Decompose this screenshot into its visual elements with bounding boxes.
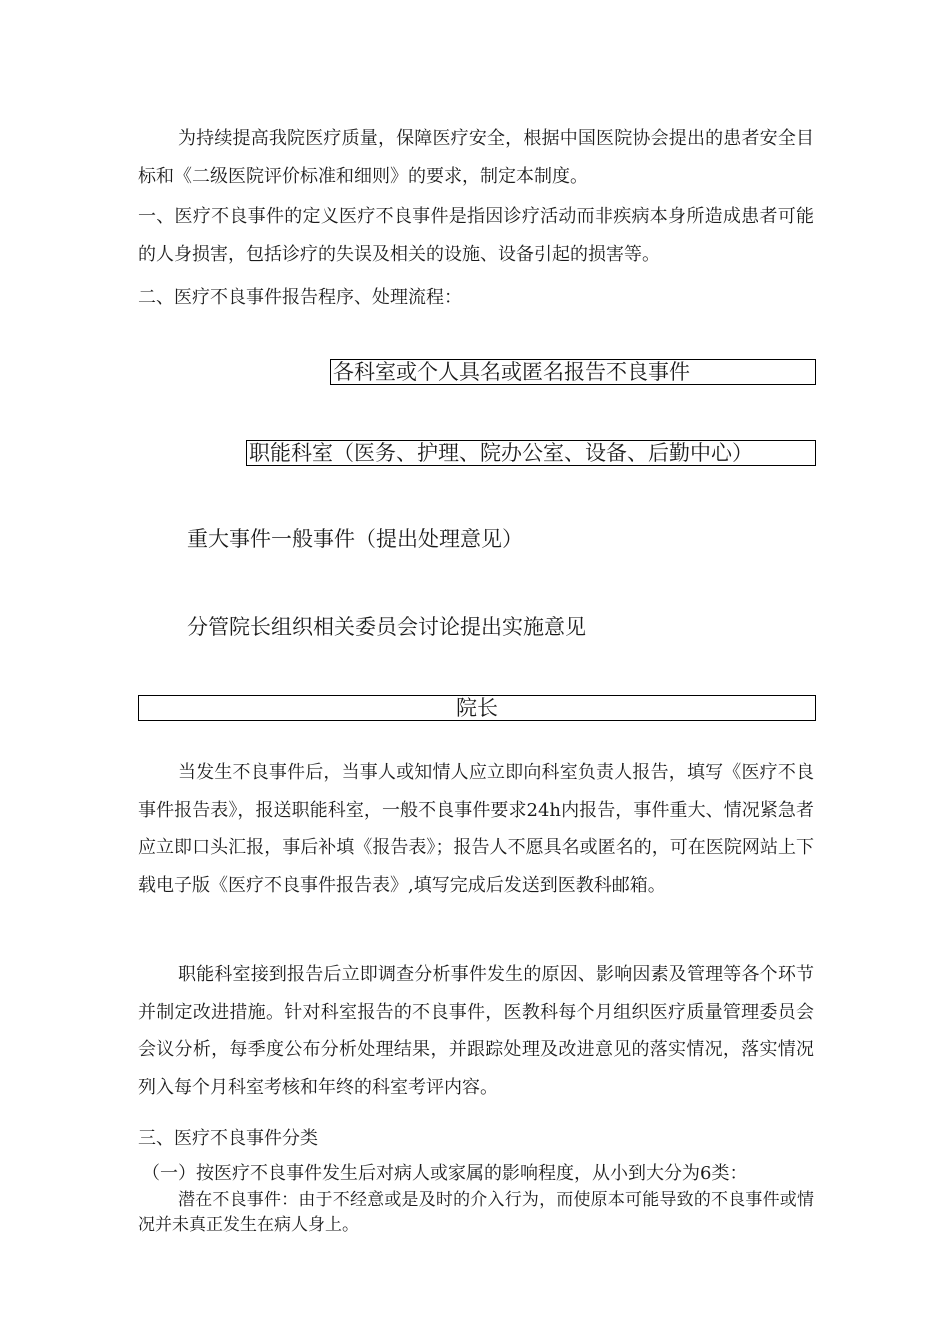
flowchart-step1-box bbox=[330, 359, 816, 385]
potential-event-paragraph: 潜在不良事件：由于不经意或是及时的介入行为，而使原本可能导致的不良事件或情况并未真正发生在病人身上。 bbox=[138, 1190, 814, 1235]
report-paragraph: 当发生不良事件后，当事人或知情人应立即向科室负责人报告，填写《医疗不良事件报告表》，报送职能科室，一般不良事件要求24h内报告，事件重大、情况紧急者应立即口头汇报，事后补填《报告表》；报告人不愿具名或匿名的，可在医院网站上下载电子版《医疗不良事件报告表》,填写完成后发送到医教科邮箱。 bbox=[138, 762, 814, 896]
section2-heading: 二、医疗不良事件报告程序、处理流程： bbox=[138, 287, 462, 308]
flowchart-step5-box bbox=[138, 695, 816, 721]
flowchart-step5-label: 院长 bbox=[456, 696, 498, 720]
section1-paragraph: 一、医疗不良事件的定义医疗不良事件是指因诊疗活动而非疾病本身所造成患者可能的人身损害，包括诊疗的失误及相关的设施、设备引起的损害等。 bbox=[138, 206, 814, 265]
subsection1-heading: （一）按医疗不良事件发生后对病人或家属的影响程度，从小到大分为6类： bbox=[142, 1163, 748, 1184]
flowchart-step1-label: 各科室或个人具名或匿名报告不良事件 bbox=[333, 360, 690, 384]
flowchart-step3: 重大事件一般事件（提出处理意见） bbox=[187, 527, 523, 551]
intro-paragraph: 为持续提高我院医疗质量，保障医疗安全，根据中国医院协会提出的患者安全目标和《二级医院评价标准和细则》的要求，制定本制度。 bbox=[138, 128, 814, 187]
flowchart-step2-label: 职能科室（医务、护理、院办公室、设备、后勤中心） bbox=[249, 441, 753, 465]
flowchart-step4: 分管院长组织相关委员会讨论提出实施意见 bbox=[187, 615, 586, 639]
section3-heading: 三、医疗不良事件分类 bbox=[138, 1128, 318, 1149]
analysis-paragraph: 职能科室接到报告后立即调查分析事件发生的原因、影响因素及管理等各个环节并制定改进措施。针对科室报告的不良事件，医教科每个月组织医疗质量管理委员会会议分析，每季度公布分析处理结果，并跟踪处理及改进意见的落实情况，落实情况列入每个月科室考核和年终的科室考评内容。 bbox=[138, 964, 814, 1098]
flowchart-step2-box bbox=[246, 440, 816, 466]
